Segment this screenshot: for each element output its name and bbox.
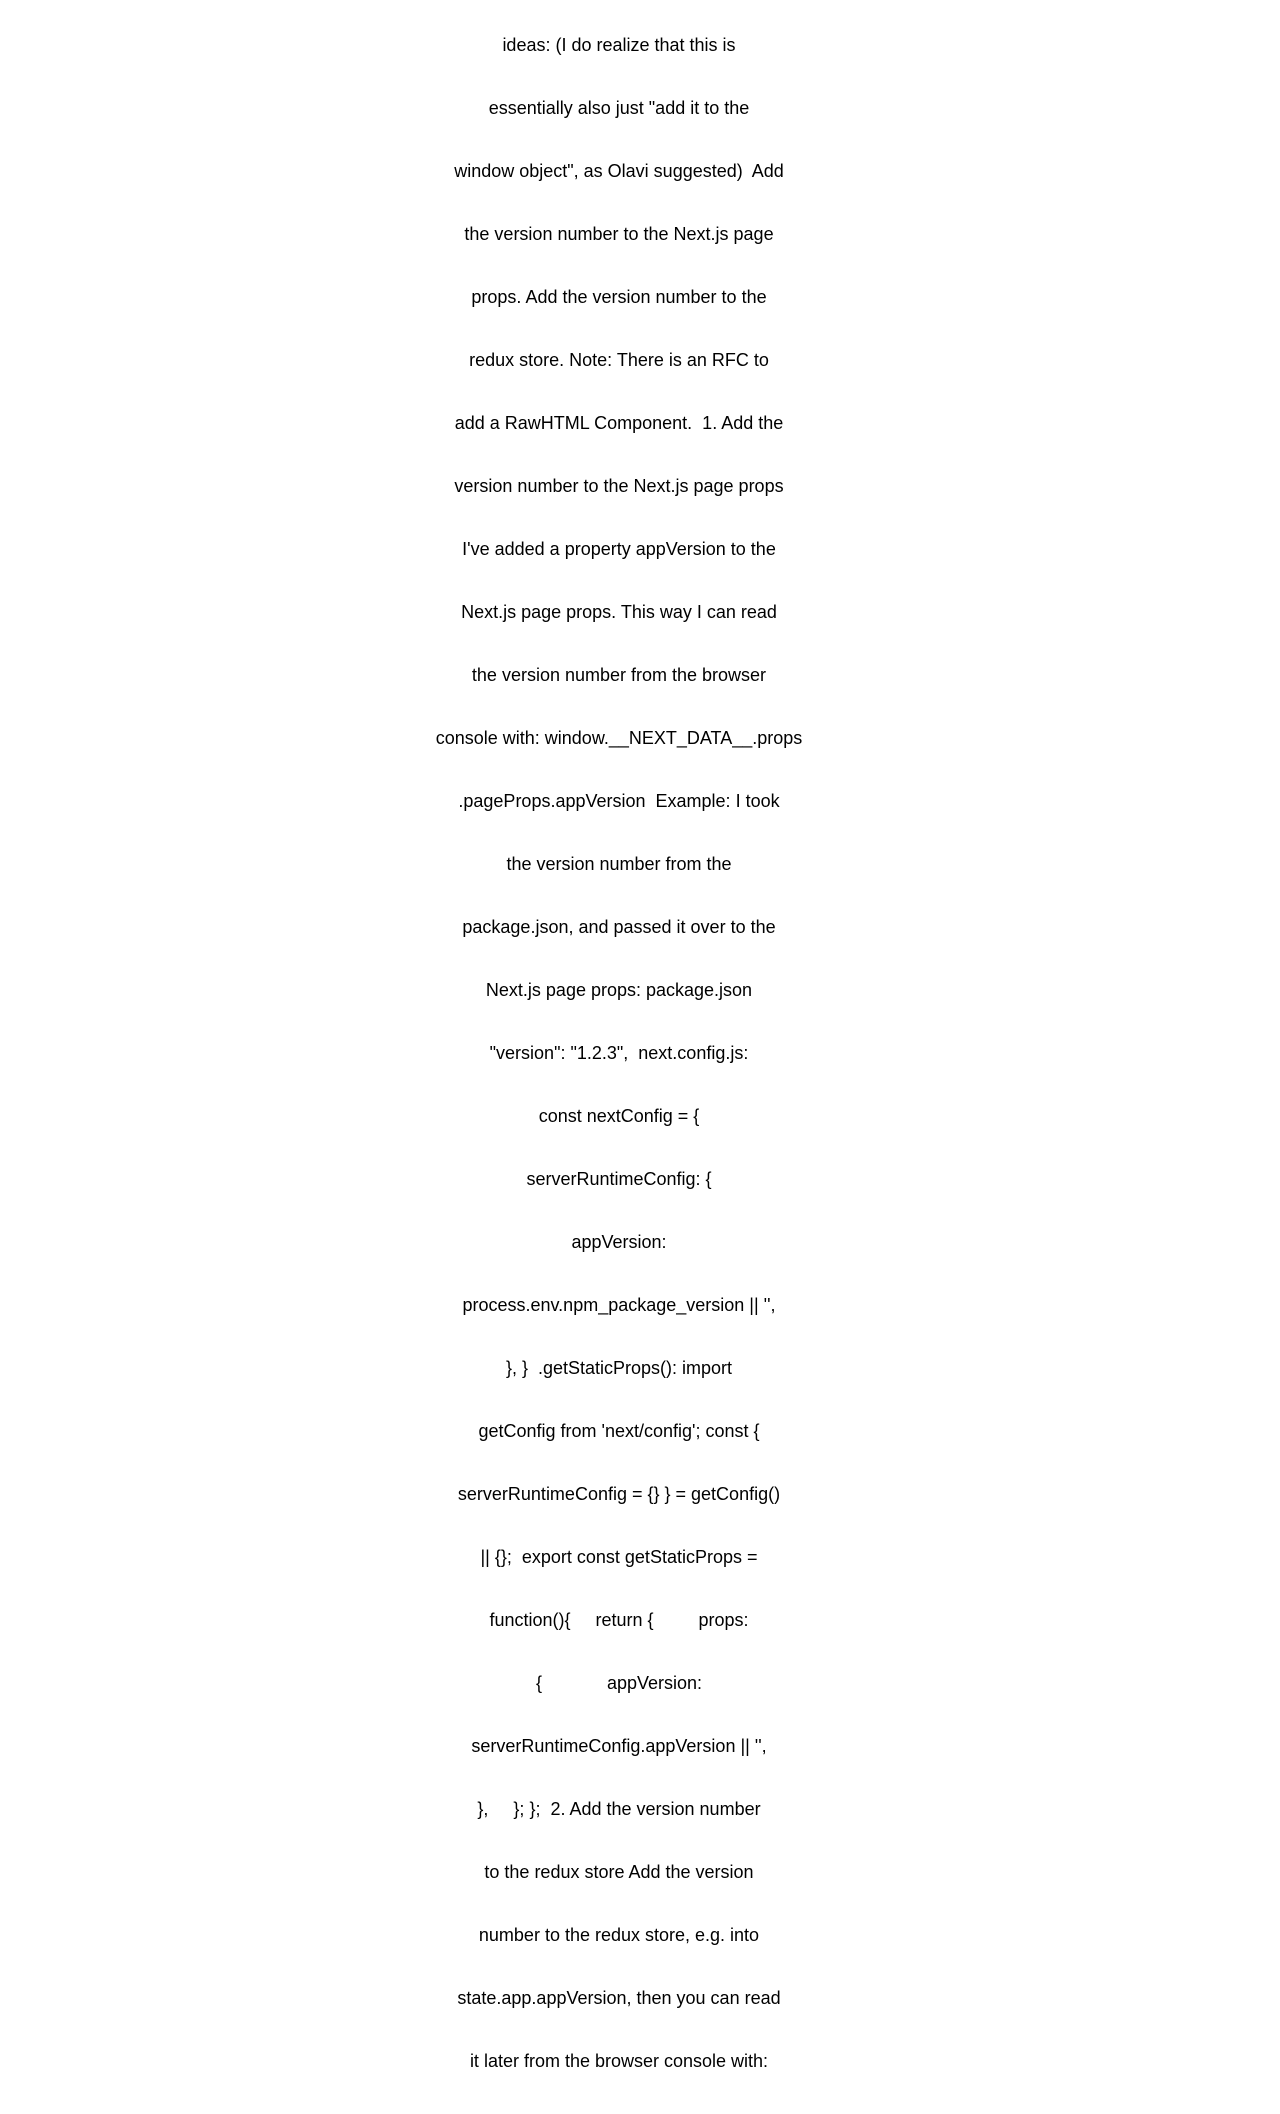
text-line: props. Add the version number to the	[471, 287, 767, 307]
text-line: { appVersion:	[535, 1673, 703, 1693]
text-line: I've added a property appVersion to the	[462, 539, 776, 559]
text-line: package.json, and passed it over to the	[462, 917, 776, 937]
text-line: version number to the Next.js page props	[454, 476, 784, 496]
text-line: serverRuntimeConfig: {	[526, 1169, 712, 1189]
text-line: || {}; export const getStaticProps =	[480, 1547, 758, 1567]
text-line: function(){ return { props:	[489, 1610, 749, 1630]
text-line: state.app.appVersion, then you can read	[457, 1988, 781, 2008]
text-line: "version": "1.2.3", next.config.js:	[489, 1043, 749, 1063]
text-line: .pageProps.appVersion Example: I took	[458, 791, 780, 811]
text-line: window object", as Olavi suggested) Add	[454, 161, 784, 181]
text-line: Next.js page props. This way I can read	[461, 602, 777, 622]
text-line: process.env.npm_package_version || '',	[462, 1295, 776, 1315]
text-line: essentially also just "add it to the	[488, 98, 750, 118]
text-line: }, } .getStaticProps(): import	[505, 1358, 733, 1378]
text-line: Next.js page props: package.json	[485, 980, 753, 1000]
text-line: console with: window.__NEXT_DATA__.props	[435, 728, 803, 748]
text-line: number to the redux store, e.g. into	[478, 1925, 760, 1945]
text-line: const nextConfig = {	[538, 1106, 700, 1126]
text-line: to the redux store Add the version	[484, 1862, 754, 1882]
text-line: add a RawHTML Component. 1. Add the	[454, 413, 784, 433]
text-line: getConfig from 'next/config'; const {	[478, 1421, 760, 1441]
text-line: the version number from the	[506, 854, 732, 874]
text-line: serverRuntimeConfig = {} } = getConfig()	[457, 1484, 781, 1504]
text-line: it later from the browser console with:	[469, 2051, 769, 2071]
text-line: the version number from the browser	[471, 665, 767, 685]
text-line: the version number to the Next.js page	[464, 224, 774, 244]
document-text-column	[434, 0, 804, 2114]
text-line: }, }; }; 2. Add the version number	[477, 1799, 761, 1819]
text-line: ideas: (I do realize that this is	[502, 35, 736, 55]
text-line: serverRuntimeConfig.appVersion || '',	[471, 1736, 767, 1756]
text-line: appVersion:	[571, 1232, 667, 1252]
text-line: redux store. Note: There is an RFC to	[469, 350, 769, 370]
